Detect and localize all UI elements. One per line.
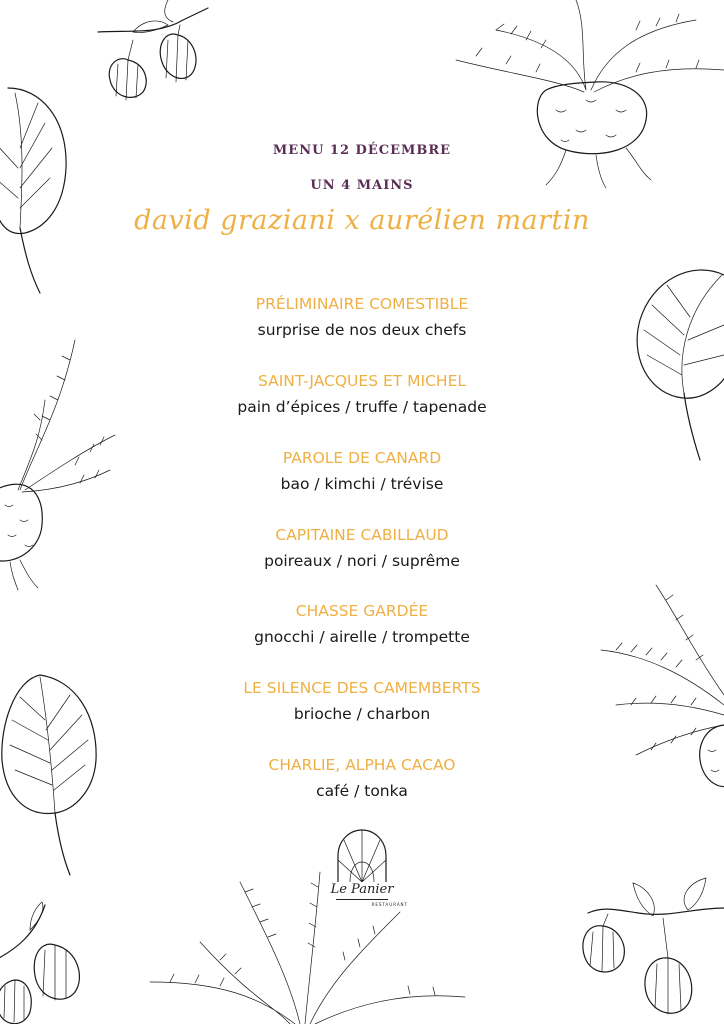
course-description: pain d’épices / truffe / tapenade [237,398,487,416]
physalis-illustration-bottom-right [578,878,724,1024]
course-item [0,294,724,340]
celeriac-illustration-top-right [436,0,724,190]
course-description: brioche / charbon [293,705,431,723]
course-item [0,755,724,801]
logo-subtitle: RESTAURANT [371,902,408,907]
course-item [0,678,724,724]
course-title: LE SILENCE DES CAMEMBERTS [243,679,481,697]
physalis-illustration-top [88,0,218,110]
course-title: PRÉLIMINAIRE COMESTIBLE [255,295,469,313]
chefs-names: david graziani x aurélien martin [134,205,590,236]
course-item [0,525,724,571]
course-description: poireaux / nori / suprême [264,552,460,570]
course-title: CHARLIE, ALPHA CACAO [268,756,456,774]
course-description: café / tonka [316,782,408,800]
course-item [0,371,724,417]
course-title: SAINT-JACQUES ET MICHEL [258,372,466,390]
logo-divider [336,899,388,900]
course-item [0,448,724,494]
course-description: gnocchi / airelle / trompette [254,628,470,646]
restaurant-logo [316,826,408,907]
course-description: bao / kimchi / trévise [280,475,444,493]
course-title: PAROLE DE CANARD [282,449,442,467]
course-description: surprise de nos deux chefs [257,321,467,339]
menu-date-heading: MENU 12 DÉCEMBRE [272,143,452,158]
course-item [0,601,724,647]
course-title: CHASSE GARDÉE [295,602,429,620]
grass-illustration-bottom [140,872,470,1024]
logo-name: Le Panier [330,882,394,897]
menu-subtitle: UN 4 MAINS [310,178,414,193]
course-title: CAPITAINE CABILLAUD [275,526,449,544]
leaf-illustration-left-top [0,88,80,298]
arch-window-icon [316,826,408,882]
physalis-illustration-bottom-left [0,900,100,1024]
